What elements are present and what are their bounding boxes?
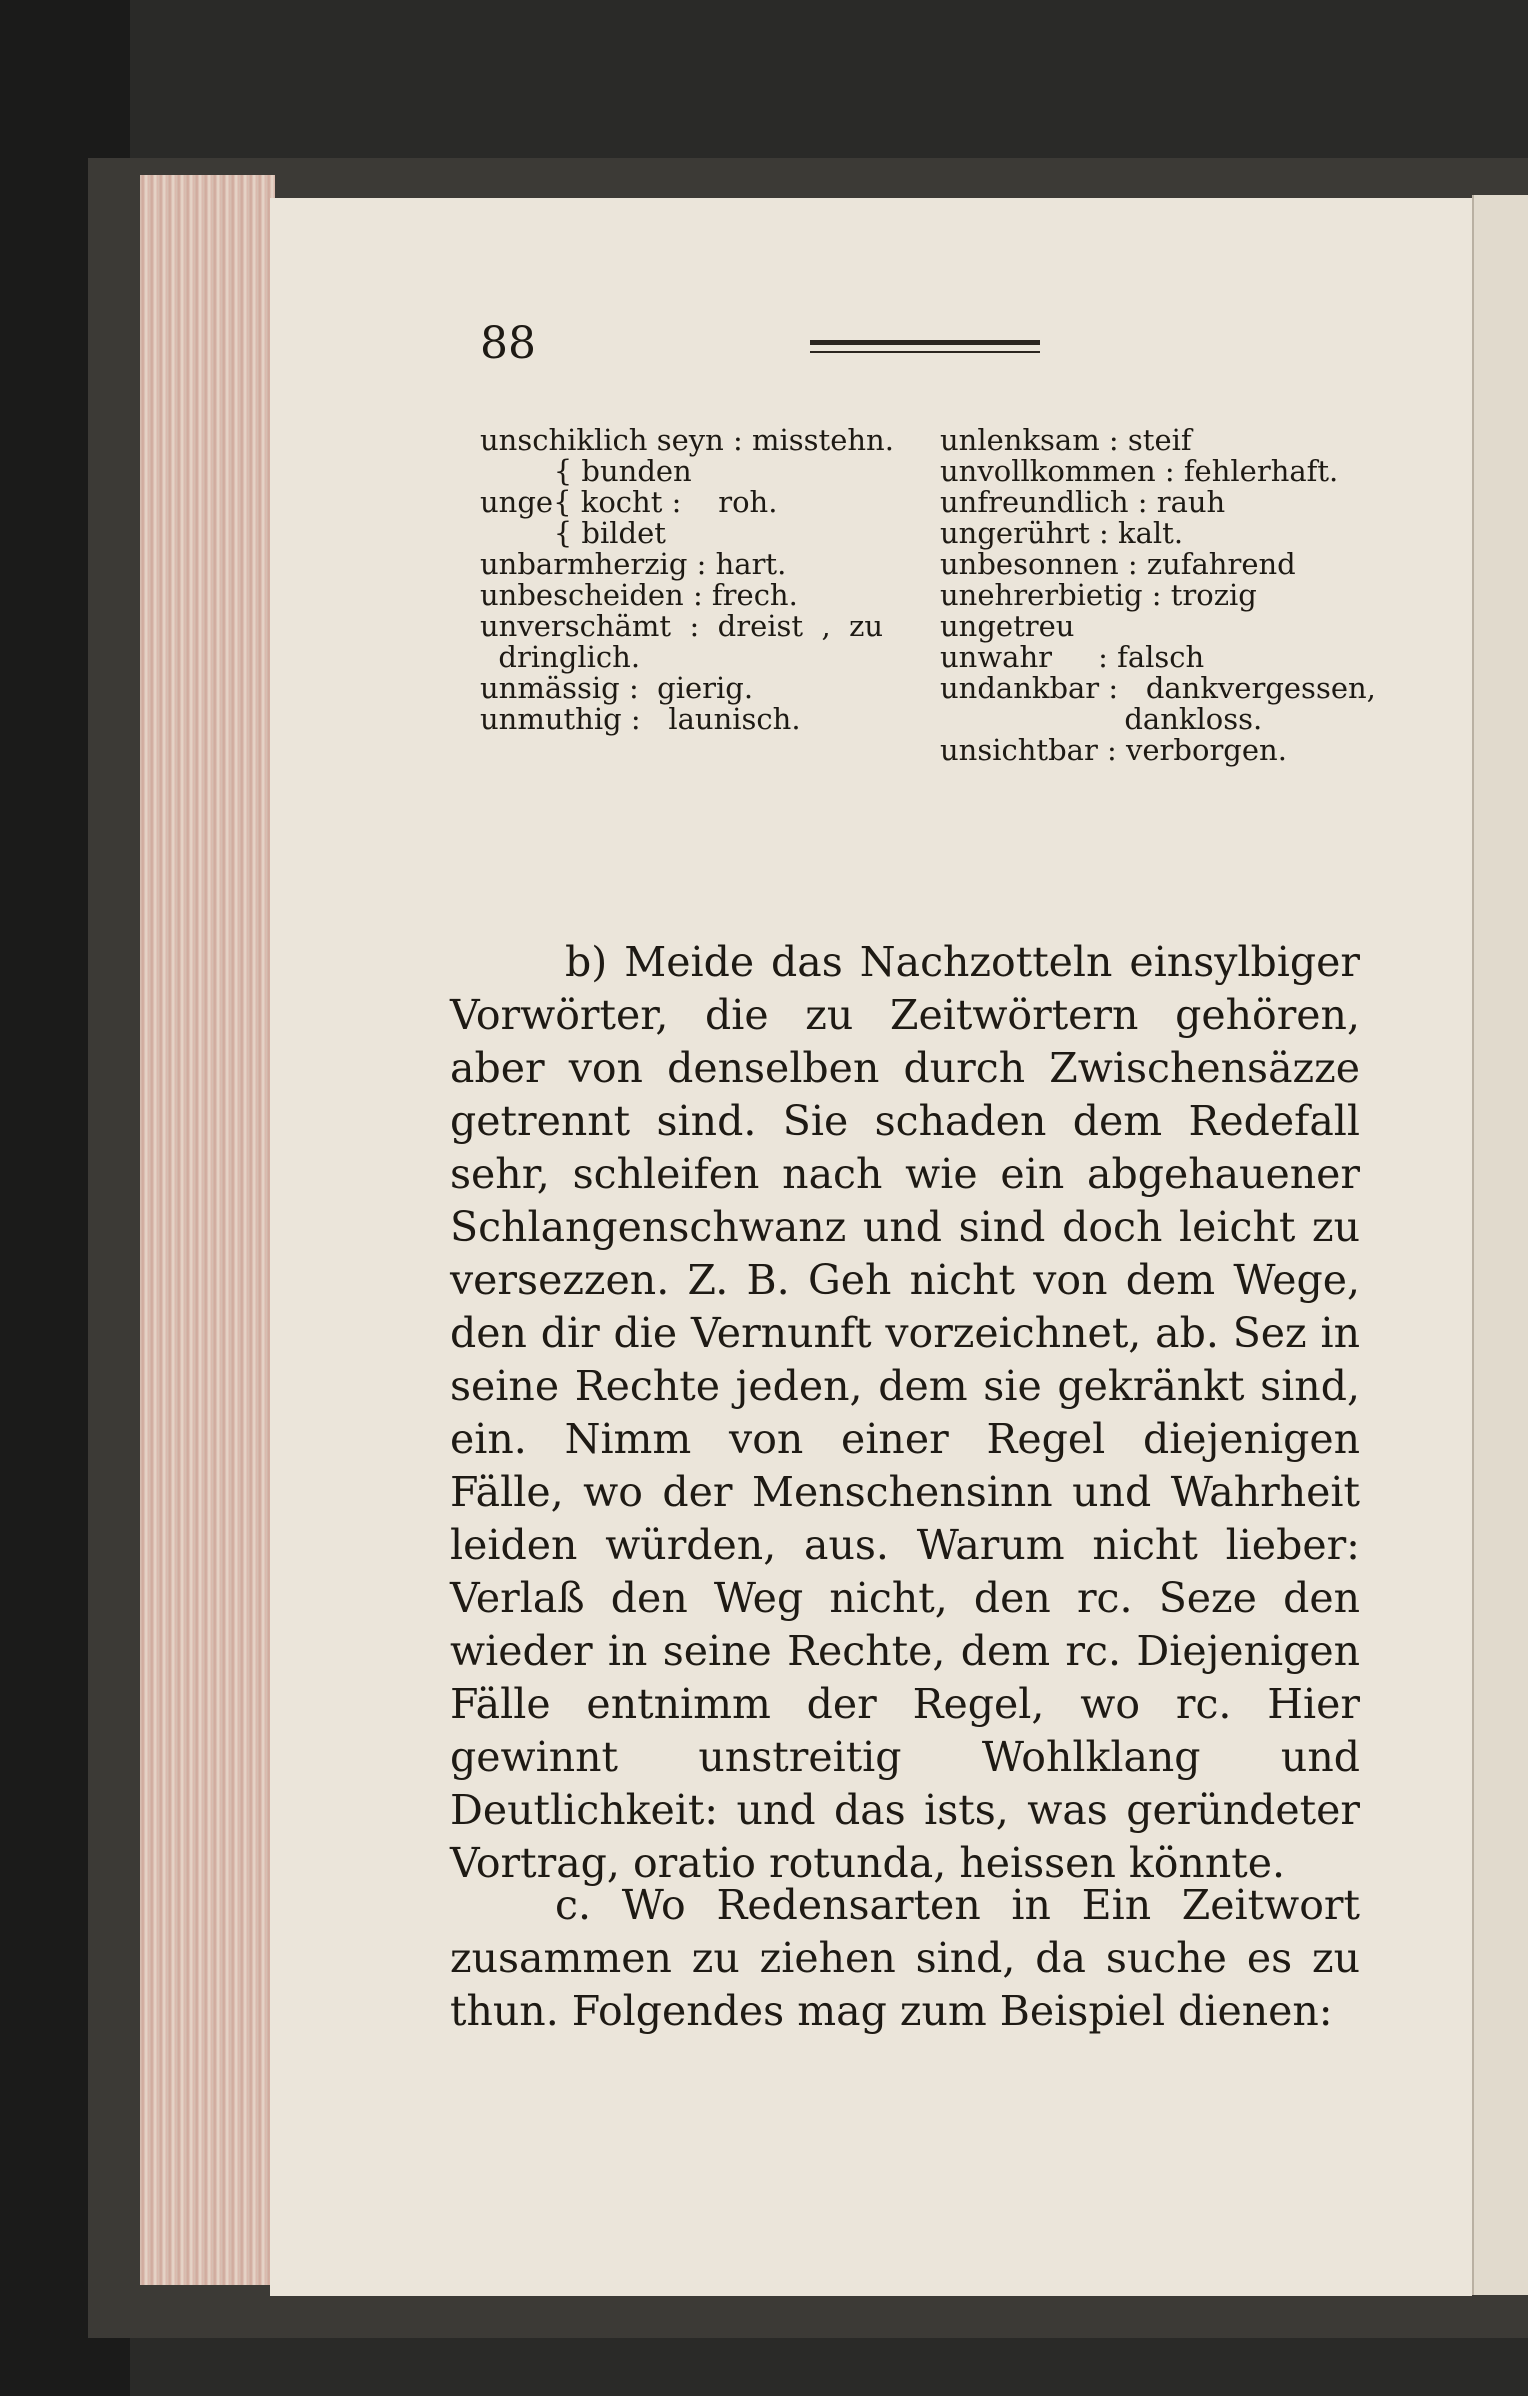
list-item: unwahr : falsch (940, 640, 1205, 674)
list-item: dankloss. (940, 702, 1263, 736)
header-rule-thin (810, 351, 1040, 353)
list-item: unverschämt : dreist , zu (480, 609, 884, 643)
list-item: unmuthig : launisch. (480, 702, 801, 736)
list-item: unge{ kocht : roh. (480, 485, 778, 519)
list-item: unvollkommen : fehlerhaft. (940, 454, 1339, 488)
page-number: 88 (480, 318, 536, 369)
paragraph-b: b) Meide das Nachzotteln einsylbiger Vorwörter, die zu Zeitwörtern gehören, aber von denselben durch Zwischensäzze getrennt sind. Sie schaden dem Redefall sehr, schleifen nach wie ein abgehauener Schlangenschwanz und sind doch leicht zu versezzen. Z. B. Geh nicht von dem Wege, den dir die Vernunft vorzeichnet, ab. Sez in seine Rechte jeden, dem sie gekränkt sind, ein. Nimm von einer Regel diejenigen Fälle, wo der Menschensinn und Wahrheit leiden würden, aus. Warum nicht lieber: Verlaß den Weg nicht, den rc. Seze den wieder in seine Rechte, dem rc. Diejenigen Fälle entnimm der Regel, wo rc. Hier gewinnt unstreitig Wohlklang und Deutlichkeit: und das ists, was geründeter Vortrag, oratio rotunda, heissen könnte. (450, 938, 1360, 1887)
page-header (480, 318, 1060, 378)
list-item: ungerührt : kalt. (940, 516, 1184, 550)
list-item: undankbar : dankvergessen, (940, 671, 1376, 705)
list-item: unbesonnen : zufahrend (940, 547, 1296, 581)
list-item: { bunden (480, 454, 692, 488)
list-item: unmässig : gierig. (480, 671, 754, 705)
list-item: unsichtbar : verborgen. (940, 733, 1287, 767)
list-item: unbarmherzig : hart. (480, 547, 787, 581)
list-item: { bildet (480, 516, 666, 550)
header-rule (810, 340, 1040, 345)
list-item: unlenksam : steif (940, 423, 1192, 457)
word-list-left (480, 425, 920, 735)
page-edges (140, 175, 275, 2285)
paragraph-c: c. Wo Redensarten in Ein Zeitwort zusammen zu ziehen sind, da suche es zu thun. Folgendes mag zum Beispiel dienen: (450, 1881, 1360, 2035)
list-item: dringlich. (480, 640, 641, 674)
list-item: ungetreu (940, 609, 1075, 643)
facing-page (1472, 195, 1528, 2295)
list-item: unfreundlich : rauh (940, 485, 1226, 519)
word-list-right (940, 425, 1380, 766)
list-item: unehrerbietig : trozig (940, 578, 1257, 612)
list-item: unschiklich seyn : misstehn. (480, 423, 894, 457)
list-item: unbescheiden : frech. (480, 578, 798, 612)
